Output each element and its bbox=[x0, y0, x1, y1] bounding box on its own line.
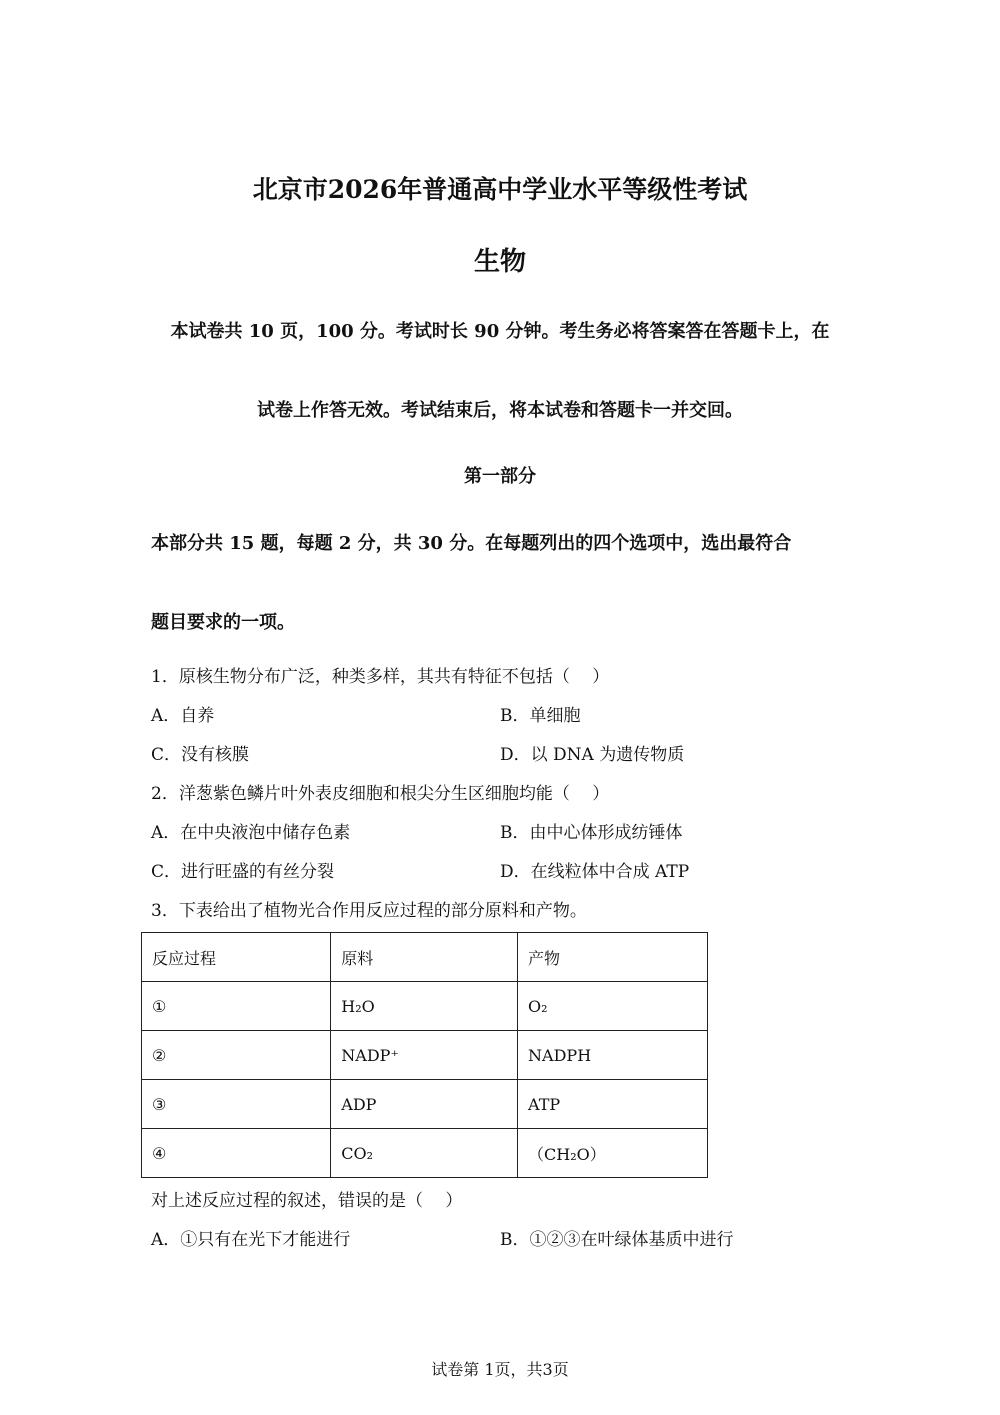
table-cell: ② bbox=[142, 1031, 331, 1080]
question-2-option-a: A．在中央液泡中储存色素 bbox=[151, 823, 351, 843]
photosynthesis-table bbox=[141, 932, 708, 1178]
part-description-line-1: 本部分共 15 题，每题 2 分，共 30 分。在每题列出的四个选项中，选出最符合 bbox=[151, 533, 792, 554]
table-row bbox=[142, 1031, 708, 1080]
question-2-stem: 2．洋葱紫色鳞片叶外表皮细胞和根尖分生区细胞均能（ ） bbox=[151, 784, 610, 804]
exam-title: 北京市2026年普通高中学业水平等级性考试 bbox=[252, 175, 748, 204]
table-cell: O₂ bbox=[518, 982, 708, 1031]
question-1-option-b: B．单细胞 bbox=[500, 706, 581, 726]
table-row bbox=[142, 1129, 708, 1178]
question-1-option-d: D．以 DNA 为遗传物质 bbox=[500, 745, 685, 765]
subject-title: 生物 bbox=[473, 247, 526, 277]
table-header-cell: 产物 bbox=[518, 933, 708, 982]
question-1-option-a: A．自养 bbox=[151, 706, 215, 726]
table-cell: H₂O bbox=[331, 982, 518, 1031]
table-cell: ④ bbox=[142, 1129, 331, 1178]
table-cell: CO₂ bbox=[331, 1129, 518, 1178]
table-cell: NADPH bbox=[518, 1031, 708, 1080]
question-3-followup: 对上述反应过程的叙述，错误的是（ ） bbox=[151, 1191, 463, 1211]
question-2-option-b: B．由中心体形成纺锤体 bbox=[500, 823, 683, 843]
table-row bbox=[142, 1080, 708, 1129]
table-cell: （CH₂O） bbox=[518, 1129, 708, 1178]
question-3-option-b: B．①②③在叶绿体基质中进行 bbox=[500, 1230, 734, 1250]
table-cell: ADP bbox=[331, 1080, 518, 1129]
page-footer: 试卷第 1页，共3页 bbox=[431, 1360, 569, 1379]
table-header-cell: 原料 bbox=[331, 933, 518, 982]
table-cell: NADP⁺ bbox=[331, 1031, 518, 1080]
part-title: 第一部分 bbox=[464, 466, 536, 487]
instructions-line-2: 试卷上作答无效。考试结束后，将本试卷和答题卡一并交回。 bbox=[257, 400, 743, 421]
question-3-stem: 3．下表给出了植物光合作用反应过程的部分原料和产物。 bbox=[151, 901, 587, 921]
part-description-line-2: 题目要求的一项。 bbox=[151, 612, 295, 633]
question-1-stem: 1．原核生物分布广泛，种类多样，其共有特征不包括（ ） bbox=[151, 667, 610, 687]
question-1-option-c: C．没有核膜 bbox=[151, 745, 250, 765]
question-2-option-d: D．在线粒体中合成 ATP bbox=[500, 862, 690, 882]
question-2-option-c: C．进行旺盛的有丝分裂 bbox=[151, 862, 335, 882]
table-header-row bbox=[142, 933, 708, 982]
question-3-option-a: A．①只有在光下才能进行 bbox=[151, 1230, 351, 1250]
table-header-cell: 反应过程 bbox=[142, 933, 331, 982]
table-row bbox=[142, 982, 708, 1031]
table-cell: ③ bbox=[142, 1080, 331, 1129]
table-cell: ① bbox=[142, 982, 331, 1031]
instructions-line-1: 本试卷共 10 页，100 分。考试时长 90 分钟。考生务必将答案答在答题卡上，在 bbox=[170, 321, 830, 342]
table-cell: ATP bbox=[518, 1080, 708, 1129]
